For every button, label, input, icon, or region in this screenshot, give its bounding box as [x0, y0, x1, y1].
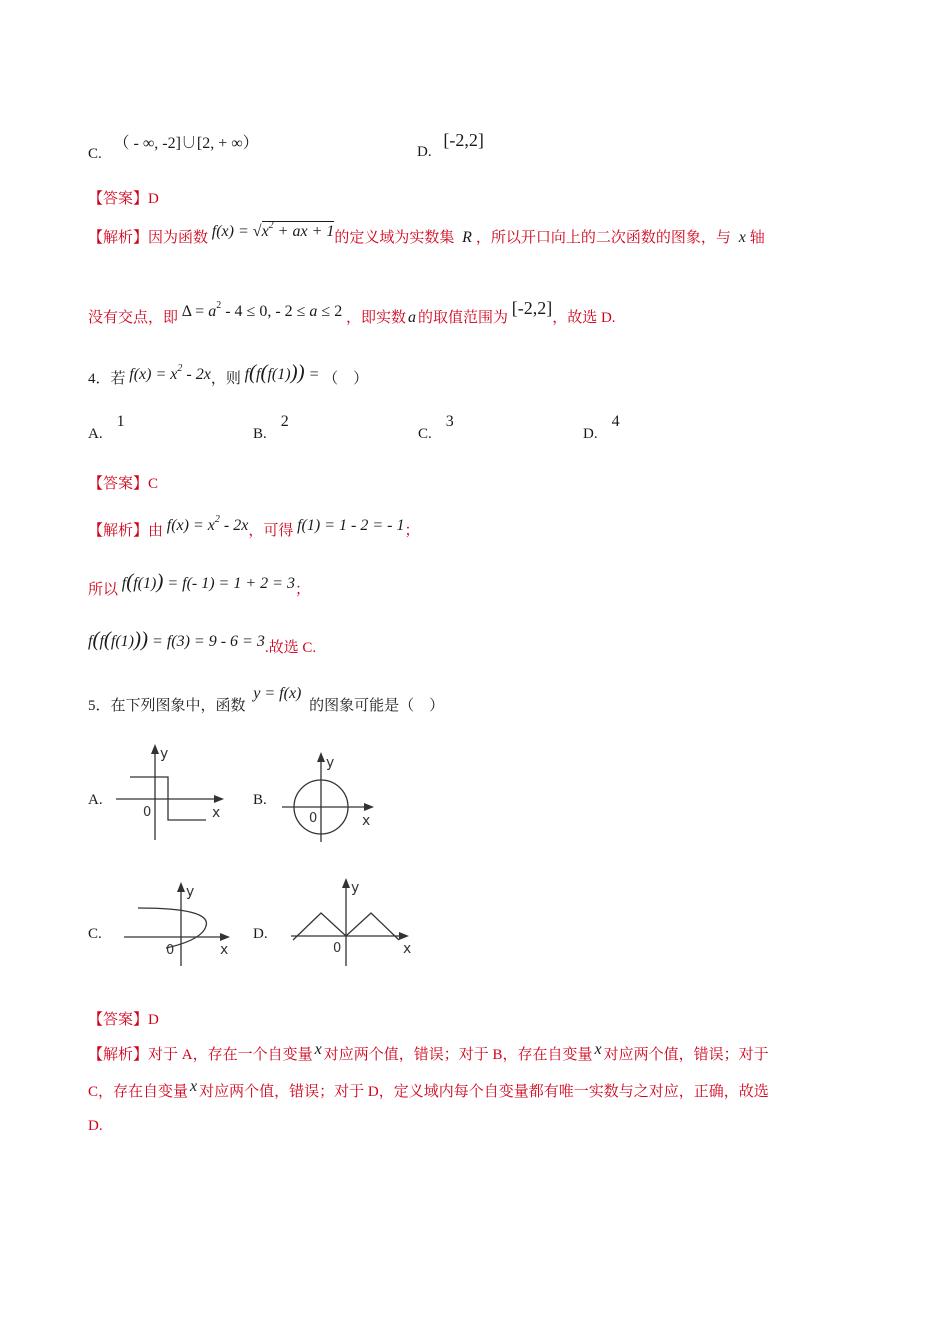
- graph-d: [285, 876, 420, 968]
- axis-x-label: x: [403, 941, 412, 957]
- axis-x-label: x: [212, 805, 221, 821]
- axis-y-label: y: [326, 755, 335, 771]
- origin-label: 0: [143, 805, 152, 820]
- q4-stem: 4．若 $f(x) = x^2 - 2x$，则 f(f(f(1))) = （ ）: [88, 360, 369, 387]
- option-math: [-2,2]: [443, 130, 484, 150]
- q4-option-a: A.1: [88, 413, 125, 442]
- q3-explanation-line2: 没有交点，即 $\Delta = a^2 - 4 \le 0$, - 2 ≤ a ≤ 2 ，即实数 a 的取值范围为 [-2,2]，故选 D.: [88, 298, 616, 326]
- q4-explanation-line2: 所以 f(f(1)) = f(- 1) = 1 + 2 = 3；: [88, 569, 310, 598]
- axis-y-label: y: [351, 880, 360, 896]
- graph-b-label: B.: [253, 792, 267, 808]
- q3-explanation-line1: 【解析】因为函数 $f(x) = √x^2$ + ax + 1的定义域为实数集 R ，所以开口向上的二次函数的图象，与 x 轴: [88, 220, 765, 246]
- q3-option-d: [417, 130, 484, 161]
- fff1-expression: f(f(f(1))) = f(3) = 9 - 6 = 3: [88, 627, 265, 651]
- origin-label: 0: [166, 943, 175, 958]
- q5-stem: 5．在下列图象中，函数 y = f(x) 的图象可能是（ ）: [88, 685, 445, 714]
- axis-y-label: y: [186, 884, 195, 900]
- graph-a: [110, 740, 230, 845]
- q3-option-c: [88, 135, 259, 163]
- q4-option-d: D.4: [583, 413, 620, 442]
- option-label: C.: [88, 146, 102, 162]
- q5-answer: 【答案】D: [88, 1012, 159, 1028]
- axis-x-label: x: [362, 813, 371, 829]
- q4-explanation-line1: 【解析】由 $f(x) = x^2 - 2x$，可得 f(1) = 1 - 2 = - 1；: [88, 514, 420, 539]
- ff1-expression: f(f(1)) = f(- 1) = 1 + 2 = 3: [121, 569, 295, 593]
- graph-d-label: D.: [253, 926, 268, 942]
- q4-explanation-line3: f(f(f(1))) = f(3) = 9 - 6 = 3.故选 C.: [88, 627, 317, 656]
- delta-expression: $\Delta = a^2 - 4 \le 0$, - 2 ≤ a ≤ 2: [181, 300, 343, 320]
- option-math: （ - ∞, -2]∪[2, + ∞）: [113, 135, 259, 152]
- q4-function-def: $f(x) = x^2 - 2x$: [129, 363, 211, 383]
- q3-answer: 【答案】D: [88, 191, 159, 207]
- q5-explanation-line3: D.: [88, 1118, 103, 1134]
- axis-y-label: y: [160, 746, 169, 762]
- graph-c-label: C.: [88, 926, 102, 942]
- q4-option-c: C.3: [418, 413, 454, 442]
- q4-option-b: B.2: [253, 413, 289, 442]
- origin-label: 0: [333, 941, 342, 956]
- axis-x-label: x: [220, 942, 229, 958]
- sqrt-function: $f(x) = √x^2$ + ax + 1: [211, 220, 335, 240]
- q4-nested-expression: f(f(f(1))) =: [244, 360, 320, 384]
- q5-explanation-line1: 【解析】对于 A，存在一个自变量 x 对应两个值，错误；对于 B，存在自变量 x 对应两个值，错误；对于: [88, 1041, 769, 1063]
- q5-explanation-line2: C，存在自变量 x 对应两个值，错误；对于 D，定义域内每个自变量都有唯一实数与之对应，正确，故选: [88, 1078, 769, 1100]
- q4-answer: 【答案】C: [88, 476, 159, 492]
- option-label: D.: [417, 144, 432, 160]
- graph-c: [120, 878, 240, 968]
- explanation-tag: 【解析】: [88, 230, 149, 246]
- origin-label: 0: [309, 811, 318, 826]
- graph-b: [280, 750, 380, 845]
- graph-a-label: A.: [88, 792, 103, 808]
